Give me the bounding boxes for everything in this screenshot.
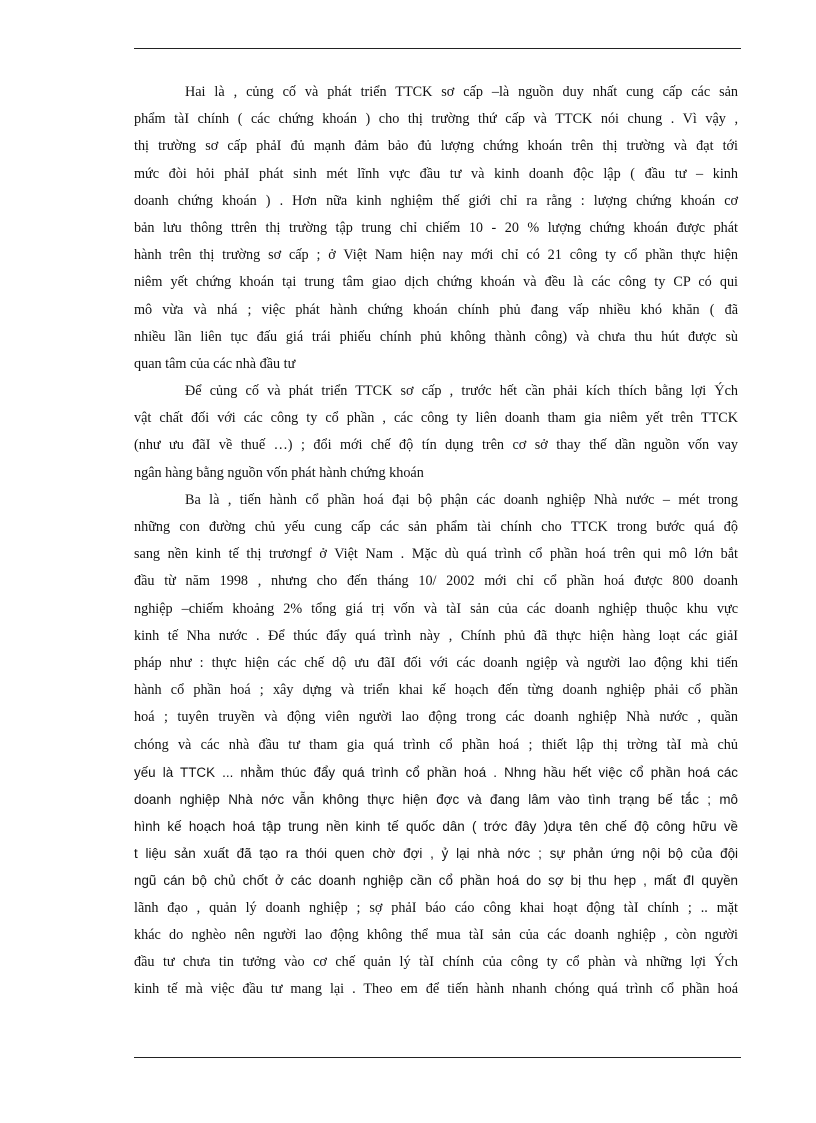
- text-line: hành trên thị trường sơ cấp ; ở Việt Nam hiện nay mới chỉ có 21 công ty cổ phần thực hiện: [134, 247, 738, 264]
- text-line: lãnh đạo , quản lý doanh nghiệp ; sợ phảI báo cáo công khai hoạt động tàI chính ; .. mặt: [134, 899, 738, 916]
- text-line: ngân hàng bằng nguồn vốn phát hành chứng khoán: [134, 464, 424, 481]
- text-line: phẩm tàI chính ( các chứng khoán ) cho thị trường thứ cấp và TTCK nói chung . Vì vậy ,: [134, 111, 738, 128]
- text-line: hình kế hoạch hoá tập trung nền kinh tế quốc dân ( trớc đây )dựa tên chế độ công hữu về: [134, 819, 738, 835]
- text-line: kinh tế mà việc đầu tư mang lại . Theo em để tiến hành nhanh chóng quá trình cổ phần hoá: [134, 981, 738, 998]
- text-line: những con đường chủ yếu cung cấp các sản phẩm tài chính cho TTCK trong bước quá độ: [134, 519, 738, 535]
- text-line: yếu là TTCK ... nhằm thúc đẩy quá trình cổ phần hoá . Nhng hầu hết việc cổ phần hoá các: [134, 764, 738, 780]
- text-line: t liệu sản xuất đã tạo ra thói quen chờ đợi , ỷ lại nhà nớc ; sự phản ứng nội bộ của đội: [134, 846, 738, 862]
- text-line: đầu tư chưa tin tưởng vào cơ chế quản lý tàI chính của công ty cổ phàn và những lợi Ých: [134, 954, 738, 970]
- text-line: hành cổ phần hoá ; xây dựng và triển khai kế hoạch đến từng doanh nghiệp phải cổ phần: [134, 682, 738, 699]
- text-line: mức đòi hỏi phảI phát sinh mét lĩnh vực đầu tư và kinh doanh độc lập ( đầu tư – kinh: [134, 165, 738, 182]
- text-line: quan tâm của các nhà đầu tư: [134, 355, 296, 372]
- text-line: hoá ; tuyên truyền và động viên người lao động trong các doanh nghiệp Nhà nước , quần: [134, 709, 738, 726]
- text-line: Hai là , củng cố và phát triển TTCK sơ cấp –là nguồn duy nhất cung cấp các sản: [185, 84, 738, 100]
- text-line: bản lưu thông ttrên thị trường tập trung chỉ chiếm 10 - 20 % lượng chứng khoán được phát: [134, 219, 738, 236]
- text-line: đầu từ năm 1998 , nhưng cho đến tháng 10/ 2002 mới chỉ cổ phần hoá được 800 doanh: [134, 573, 738, 590]
- text-line: (như ưu đãI về thuế …) ; đổi mới chế độ tín dụng trên cơ sở thay thế dần nguồn vốn vay: [134, 437, 738, 454]
- text-line: chóng và các nhà đầu tư tham gia quá trình cổ phần hoá ; thiết lập thị trờng tàI mà chủ: [134, 736, 738, 753]
- text-line: vật chất đối với các công ty cổ phần , các công ty liên doanh tham gia niêm yết trên TTCK: [134, 410, 738, 427]
- text-line: Ba là , tiến hành cổ phần hoá đại bộ phận các doanh nghiệp Nhà nước – mét trong: [185, 491, 738, 508]
- header-rule: [134, 48, 741, 49]
- text-line: kinh tế Nha nước . Để thúc đẩy quá trình này , Chính phủ đã thực hiện hàng loạt các giảI: [134, 627, 738, 644]
- text-line: mô vừa và nhá ; việc phát hành chứng khoán chính phủ đang vấp nhiều khó khăn ( đã: [134, 301, 738, 318]
- text-line: nhiều lần liên tục đấu giá trái phiếu chính phủ không thành công) và chưa thu hút được sù: [134, 328, 738, 345]
- text-line: pháp như : thực hiện các chế dộ ưu đãI đối với các doanh ngiệp và người lao động khi tiến: [134, 654, 738, 671]
- text-line: Để củng cố và phát triển TTCK sơ cấp , trước hết cần phải kích thích bằng lợi Ých: [185, 383, 738, 400]
- text-line: sang nền kinh tế thị trươngf ở Việt Nam . Mặc dù quá trình cổ phần hoá trên qui mô lớn bắt: [134, 546, 738, 563]
- footer-rule: [134, 1057, 741, 1058]
- text-line: doanh nghiệp Nhà nớc vẫn không thực hiện đợc và đang lâm vào tình trạng bế tắc ; mô: [134, 791, 738, 807]
- text-line: ngũ cán bộ chủ chốt ở các doanh nghiệp cần cổ phần hoá do sợ bị thu hẹp , mất đI quyền: [134, 873, 738, 889]
- text-line: thị trường sơ cấp phảI đủ mạnh đảm bảo đủ lượng chứng khoán trên thị trường và đạt tới: [134, 138, 738, 155]
- text-line: khác do nghèo nên người lao động không thể mua tàI sản của các doanh nghiệp , còn người: [134, 926, 738, 943]
- text-line: niêm yết chứng khoán tại trung tâm giao dịch chứng khoán và đều là các công ty CP có qui: [134, 274, 738, 291]
- text-line: nghiệp –chiếm khoảng 2% tổng giá trị vốn và tàI sản của các doanh nghiệp thuộc khu vực: [134, 600, 738, 617]
- document-body: [134, 79, 738, 1003]
- text-line: doanh chứng khoán ) . Hơn nữa kinh nghiệm thế giới chỉ ra rằng : lượng chứng khoán cơ: [134, 192, 738, 209]
